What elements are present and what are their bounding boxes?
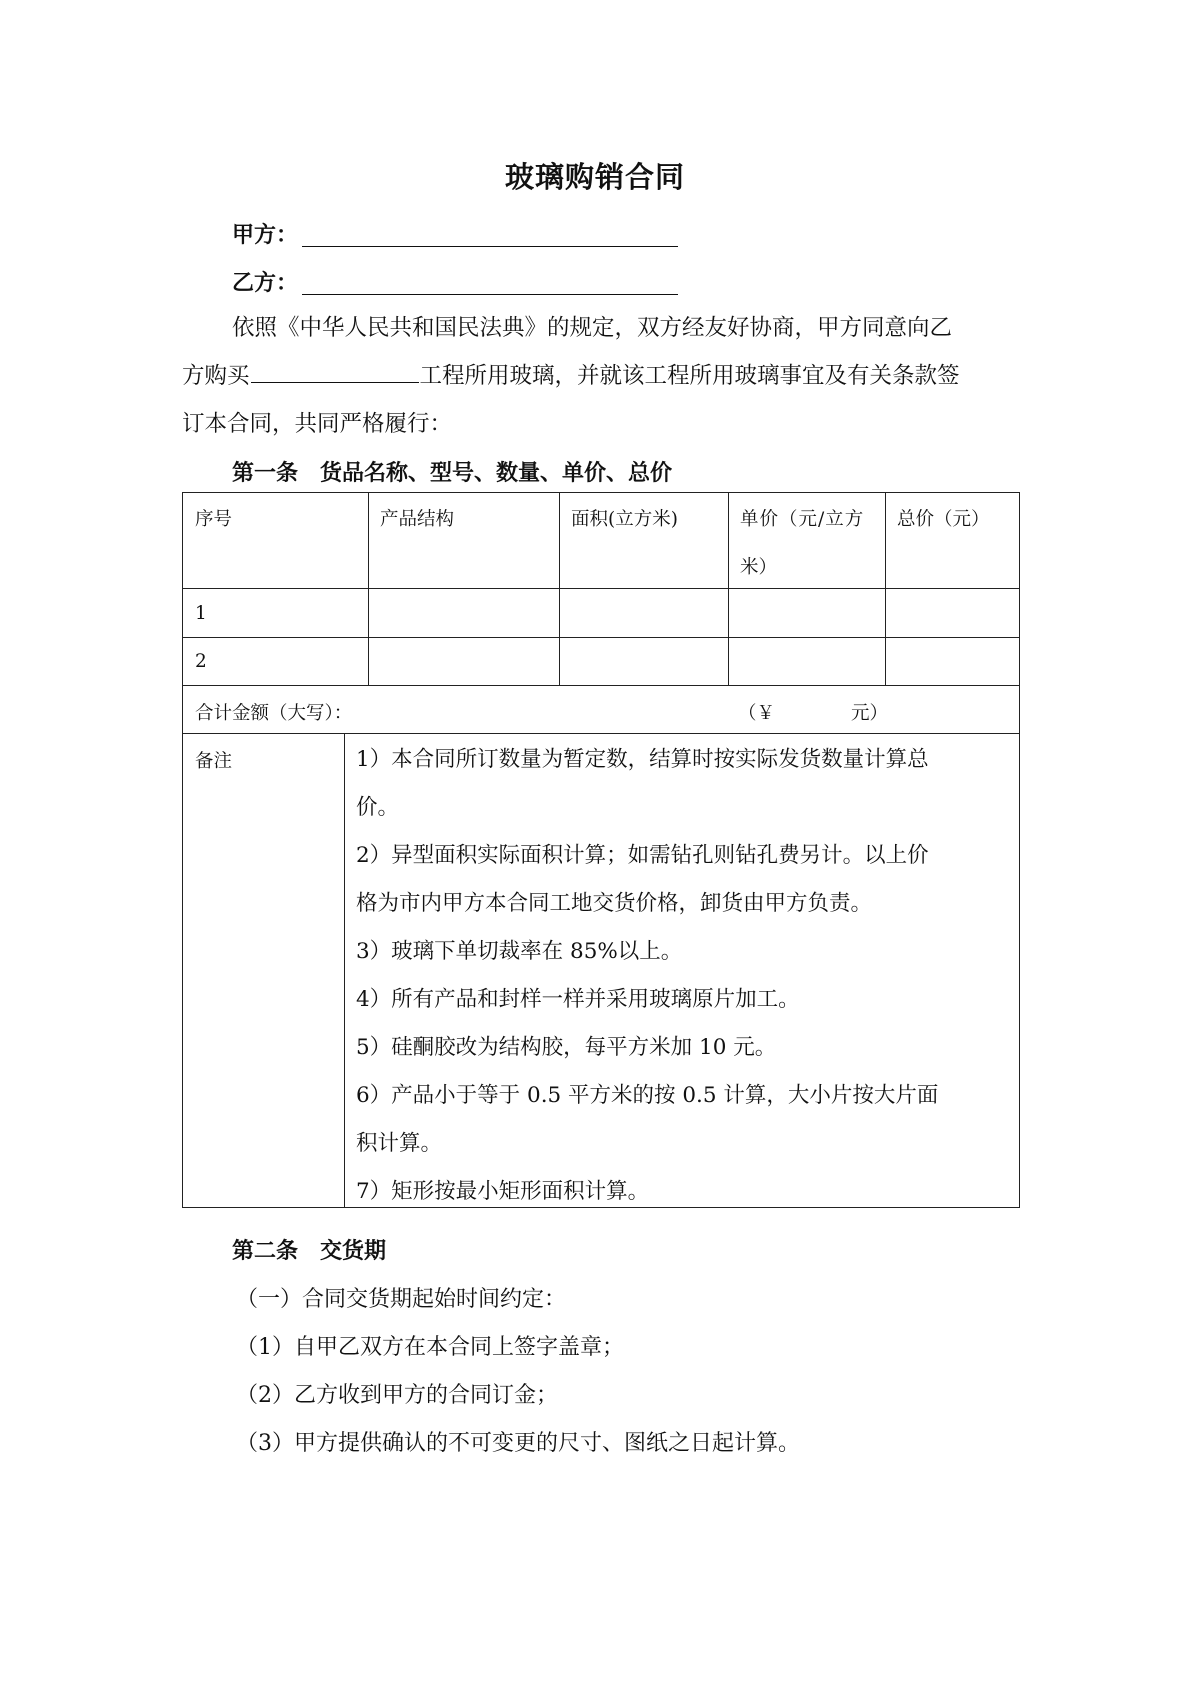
article-1-heading: 第一条 货品名称、型号、数量、单价、总价	[232, 461, 673, 486]
remark-line: 3）玻璃下单切裁率在 85%以上。	[356, 939, 683, 964]
total-amount-label: 合计金额（大写）：	[195, 703, 353, 724]
intro-line: 订本合同，共同严格履行：	[182, 411, 453, 437]
table-rule	[559, 493, 560, 685]
table-rule	[183, 733, 1019, 734]
remark-line: 5）硅酮胶改为结构胶，每平方米加 10 元。	[356, 1035, 777, 1060]
intro-line	[182, 358, 960, 390]
table-rule	[368, 493, 369, 685]
remark-line: 7）矩形按最小矩形面积计算。	[356, 1179, 650, 1204]
remark-line: 积计算。	[356, 1131, 443, 1156]
delivery-item: （1）自甲乙双方在本合同上签字盖章；	[236, 1335, 624, 1360]
table-rule	[183, 637, 1019, 638]
remark-line: 1）本合同所订数量为暂定数，结算时按实际发货数量计算总	[356, 747, 929, 772]
remark-line: 4）所有产品和封样一样并采用玻璃原片加工。	[356, 987, 800, 1012]
header-index: 序号	[195, 509, 233, 530]
party-b-label: 乙方：	[232, 271, 299, 296]
intro-text: 方购买	[182, 363, 250, 389]
table-rule	[344, 733, 345, 1207]
total-yuan-suffix: 元）	[851, 703, 889, 724]
table-rule	[728, 493, 729, 685]
intro-text: 工程所用玻璃，并就该工程所用玻璃事宜及有关条款签	[419, 363, 960, 389]
delivery-item: （2）乙方收到甲方的合同订金；	[236, 1383, 558, 1408]
row-index: 1	[195, 603, 207, 624]
total-yuan-prefix: （￥	[738, 703, 776, 724]
document-title: 玻璃购销合同	[504, 160, 685, 194]
remarks-label: 备注	[195, 751, 233, 772]
table-rule	[183, 588, 1019, 589]
project-blank	[251, 360, 419, 383]
header-unit-price-cont: 米）	[740, 557, 778, 578]
party-a	[232, 218, 298, 249]
header-total: 总价（元）	[897, 509, 990, 530]
party-b	[232, 266, 298, 297]
party-a-label: 甲方：	[232, 223, 299, 248]
remark-line: 2）异型面积实际面积计算；如需钻孔则钻孔费另计。以上价	[356, 843, 929, 868]
header-area: 面积(立方米)	[571, 509, 678, 530]
header-unit-price: 单价（元/立方	[740, 509, 865, 530]
party-b-blank	[302, 294, 678, 295]
row-index: 2	[195, 651, 207, 672]
intro-line: 依照《中华人民共和国民法典》的规定，双方经友好协商，甲方同意向乙	[232, 315, 953, 341]
remark-line: 格为市内甲方本合同工地交货价格，卸货由甲方负责。	[356, 891, 873, 916]
table-rule	[183, 685, 1019, 686]
delivery-item: （一）合同交货期起始时间约定：	[236, 1287, 567, 1312]
table-rule	[885, 493, 886, 685]
remark-line: 6）产品小于等于 0.5 平方米的按 0.5 计算，大小片按大片面	[356, 1083, 939, 1108]
delivery-item: （3）甲方提供确认的不可变更的尺寸、图纸之日起计算。	[236, 1431, 800, 1456]
remark-line: 价。	[356, 795, 400, 820]
article-2-heading: 第二条 交货期	[232, 1239, 387, 1264]
header-product: 产品结构	[380, 509, 455, 530]
party-a-blank	[302, 246, 678, 247]
